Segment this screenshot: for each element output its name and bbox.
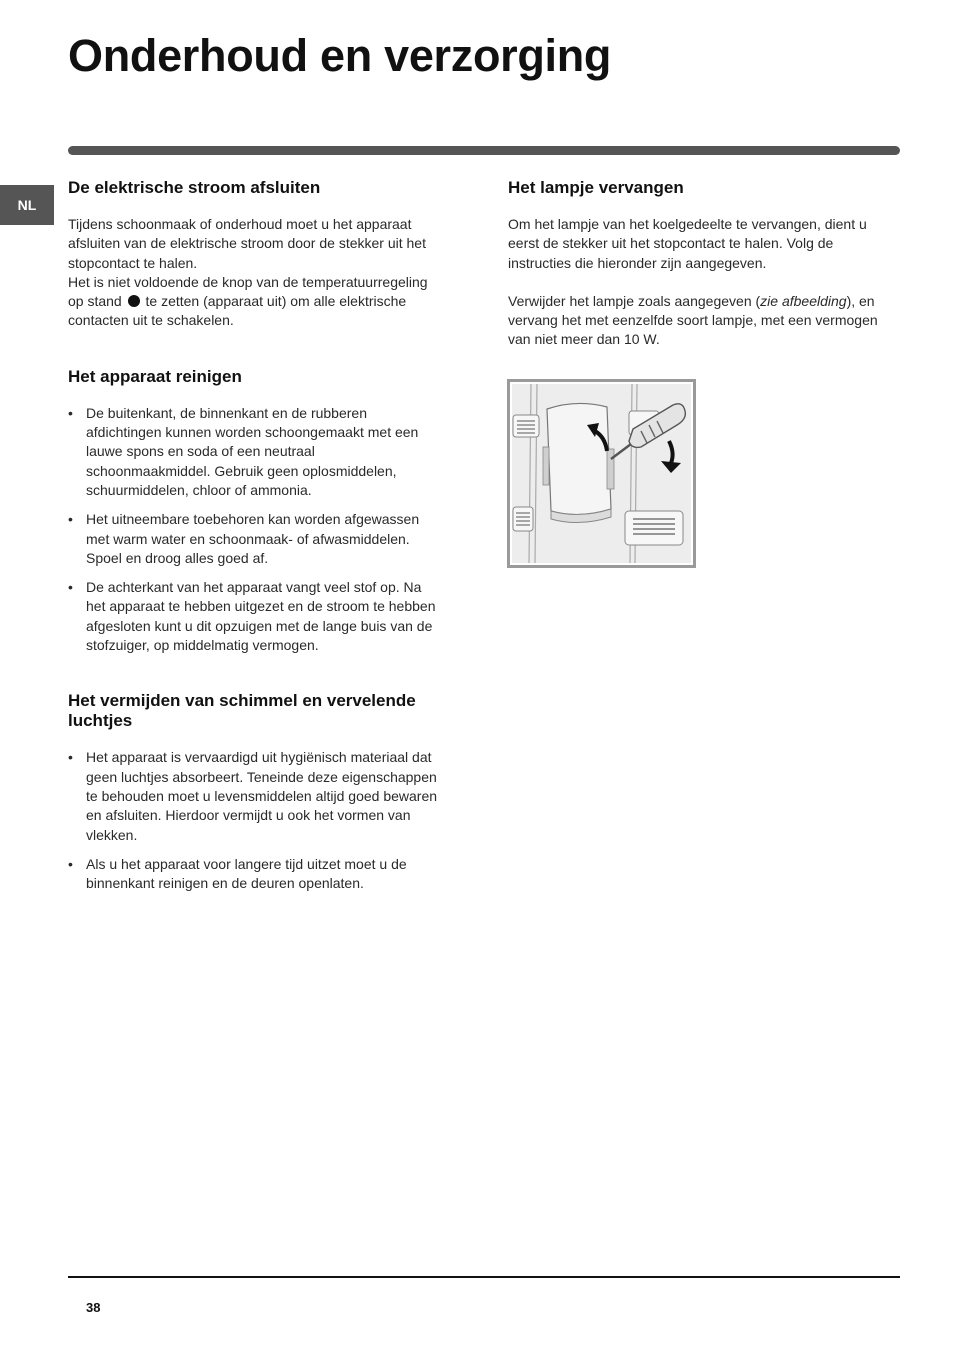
paragraph: Tijdens schoonmaak of onderhoud moet u het apparaat afsluiten van de elektrische stroom door de stekker uit het stopcontact te halen.	[68, 216, 426, 271]
title-rule	[68, 146, 900, 155]
list-item: • De buitenkant, de binnenkant en de rubberen afdichtingen kunnen worden schoongemaakt met een lauwe spons en soda of een neutraal schoonmaakmiddel. Gebruik geen oplosmiddelen, schuurmiddelen, chloor of ammonia.	[68, 404, 442, 500]
page-title: Onderhoud en verzorging	[68, 30, 612, 81]
list-item: • Het uitneembare toebehoren kan worden afgewassen met warm water en schoonmaak- of afwasmiddelen. Spoel en droog alles goed af.	[68, 510, 442, 568]
paragraph: Om het lampje van het koelgedeelte te vervangen, dient u eerst de stekker uit het stopcontact te halen. Volg de instructies die hieronder zijn aangegeven.	[508, 216, 867, 271]
section-cleaning	[68, 367, 442, 656]
paragraph	[508, 292, 882, 350]
text-span: te zetten (apparaat uit) om alle elektrische contacten uit te schakelen.	[68, 293, 407, 329]
off-position-icon	[128, 295, 140, 307]
text-span: ), en vervang het met eenzelfde soort lampje, met een vermogen van niet meer dan 10 W.	[508, 292, 878, 348]
section-mould	[68, 691, 442, 893]
text-span-italic: zie afbeelding	[760, 292, 847, 309]
bullet-list	[68, 748, 442, 893]
page-number: 38	[86, 1300, 101, 1315]
lamp-replacement-illustration	[507, 379, 696, 568]
section-power	[68, 178, 442, 331]
list-item: • Het apparaat is vervaardigd uit hygiënisch materiaal dat geen luchtjes absorbeert. Teneinde deze eigenschappen te behouden moet u levensmiddelen altijd goed bewaren en afsluiten. Hierdoor vermijdt u ook het vormen van vlekken.	[68, 748, 442, 844]
text-span: Verwijder het lampje zoals aangegeven (	[508, 292, 761, 309]
bullet-list	[68, 404, 442, 656]
section-heading: De elektrische stroom afsluiten	[68, 178, 321, 197]
section-lamp	[508, 178, 882, 350]
footer-rule	[68, 1276, 900, 1278]
section-heading: Het lampje vervangen	[508, 178, 684, 197]
right-column	[508, 178, 882, 386]
list-item: • De achterkant van het apparaat vangt veel stof op. Na het apparaat te hebben uitgezet en de stroom te hebben afgesloten kunt u dit opzuigen met de lange buis van de stofzuiger, op middelmatig vermogen.	[68, 578, 442, 655]
section-heading: Het apparaat reinigen	[68, 366, 242, 386]
text-span: Het is niet voldoende de knop van de temperatuurregeling op stand	[68, 273, 428, 310]
left-column	[68, 178, 442, 929]
section-heading: Het vermijden van schimmel en vervelende luchtjes	[68, 691, 416, 731]
paragraph	[68, 273, 442, 331]
language-tab: NL	[0, 185, 54, 225]
list-item: • Als u het apparaat voor langere tijd uitzet moet u de binnenkant reinigen en de deuren openlaten.	[68, 855, 442, 894]
